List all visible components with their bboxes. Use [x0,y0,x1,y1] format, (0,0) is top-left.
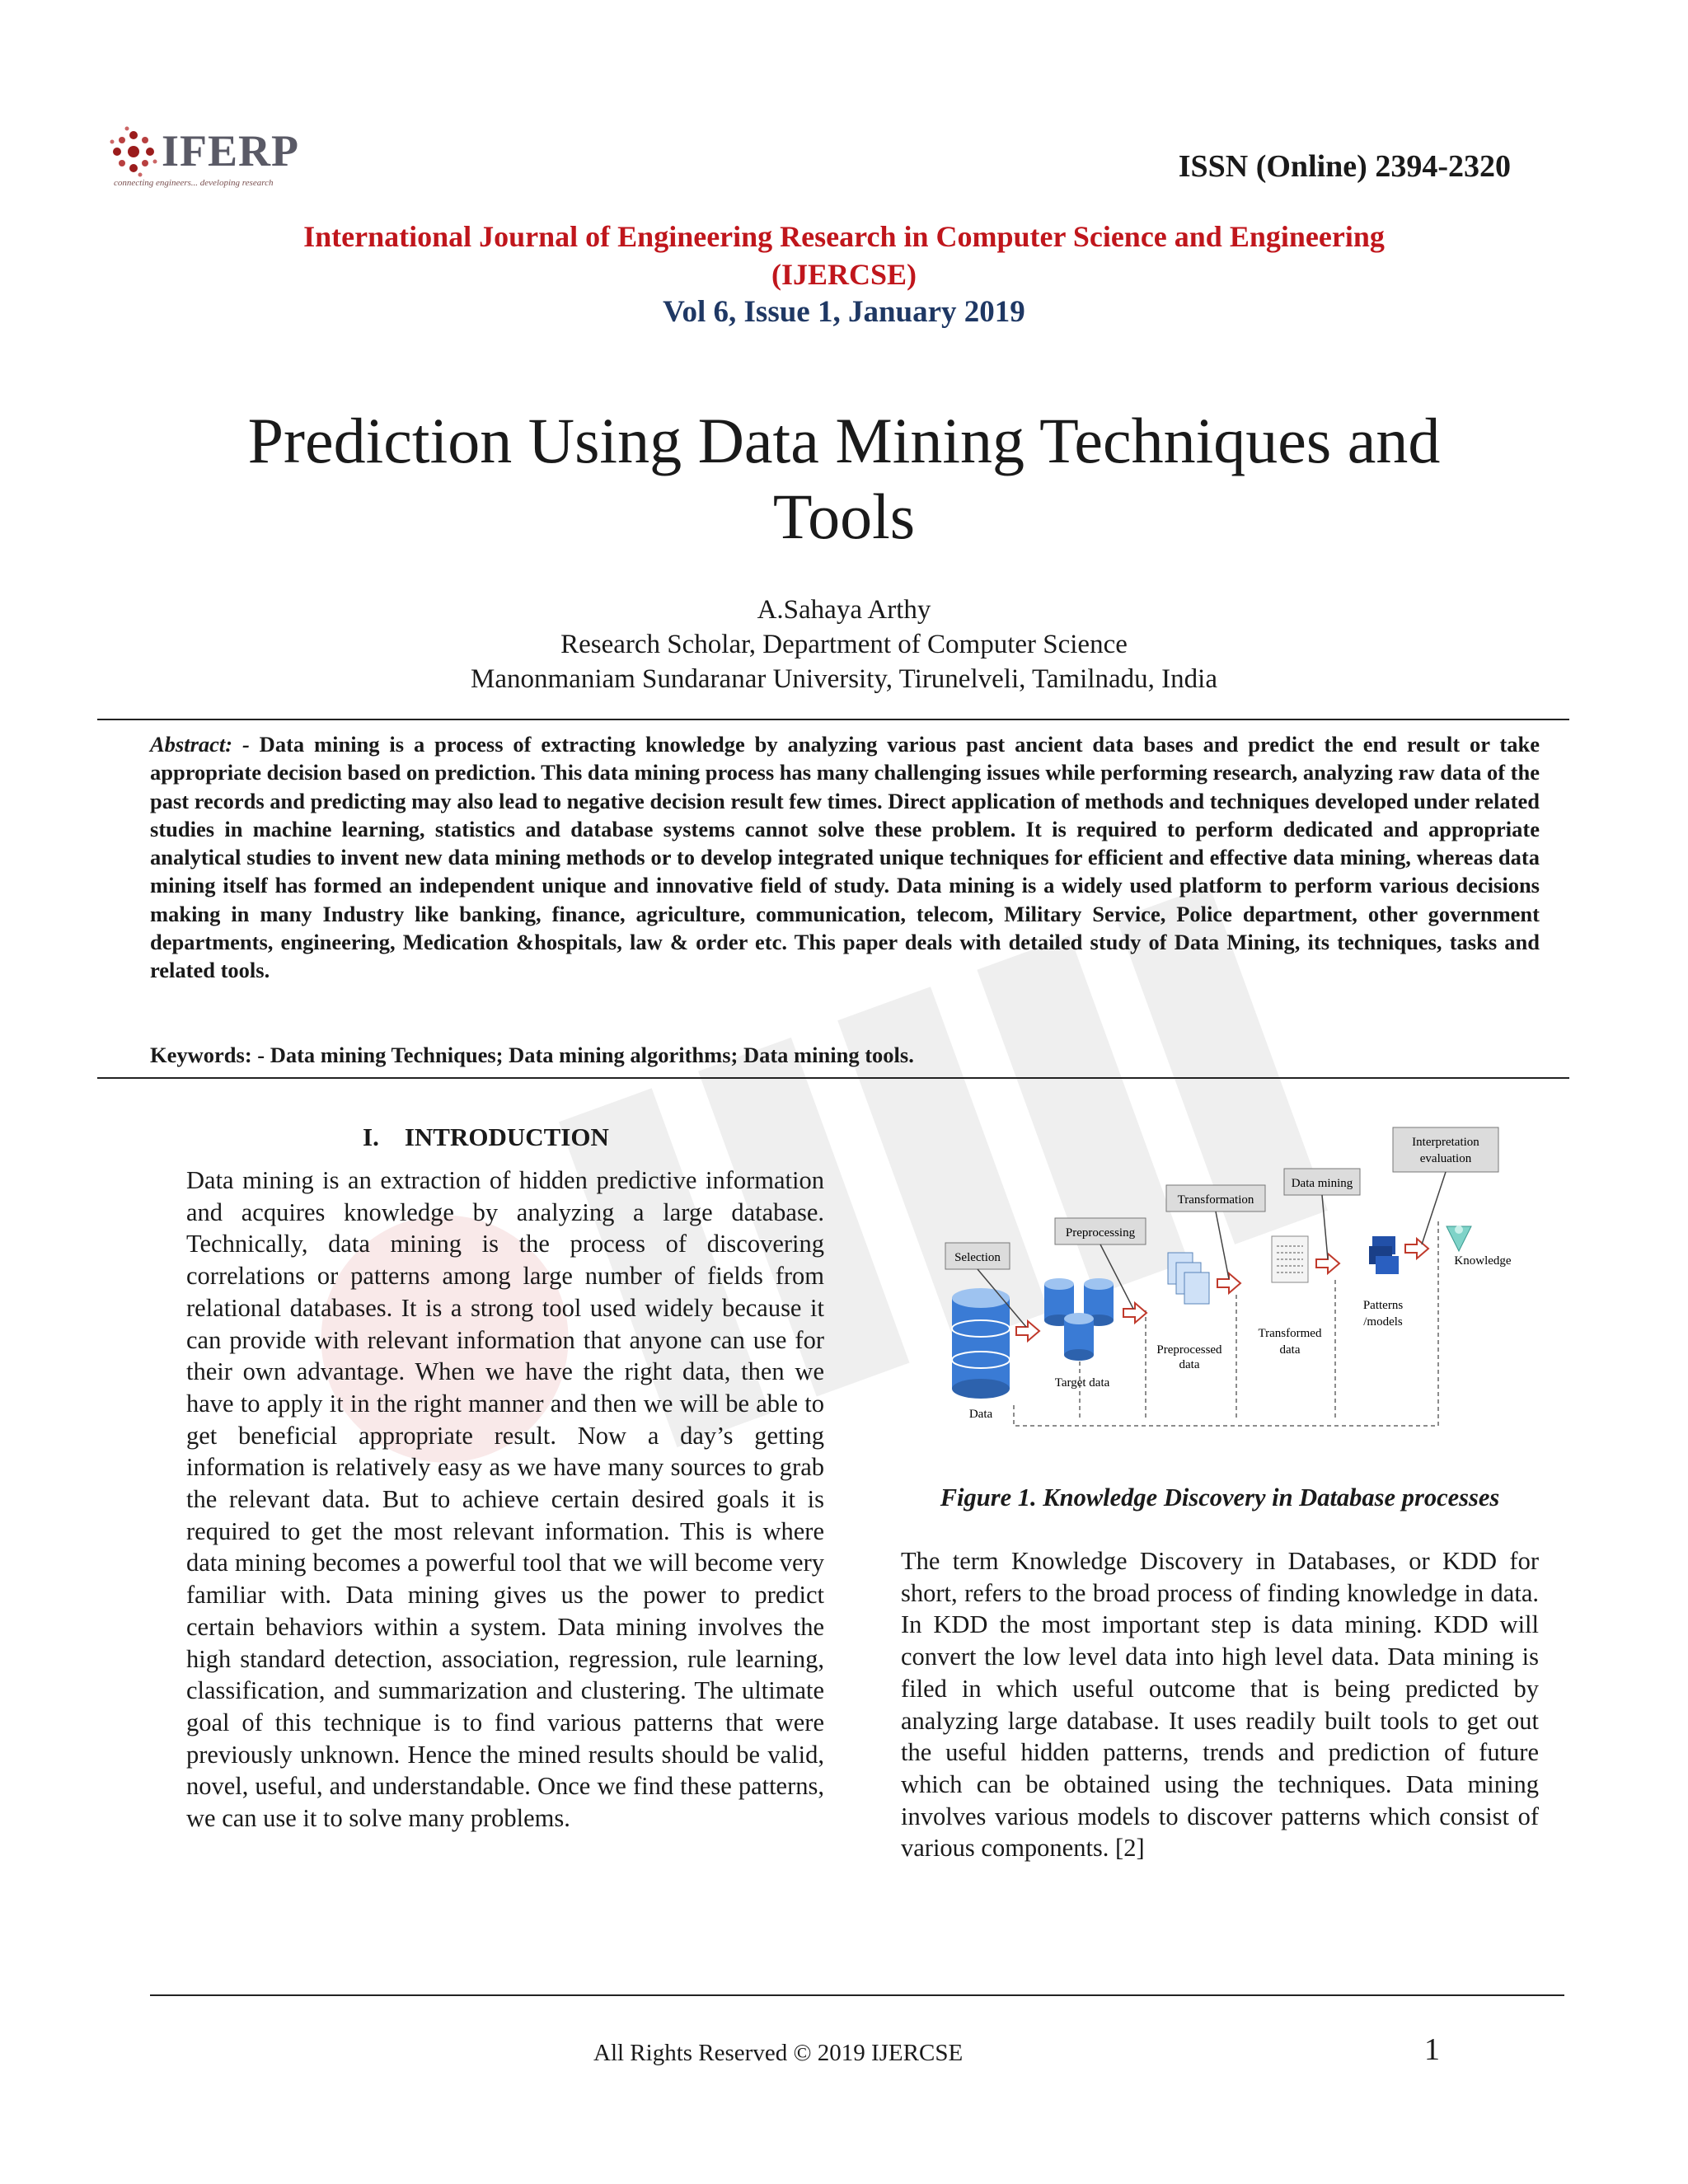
patterns-icon [1369,1236,1399,1274]
abstract-text: Data mining is a process of extracting knowledge by analyzing various past ancient data bases and predict the end result or take appropriate decision based on prediction. This data mining process has many challenging issues while performing research, analyzing raw data of the past records and predicting may also lead to negative decision result few times. Direct application of methods and techniques developed under related studies in machine learning, statistics and database systems cannot solve these problem. It is required to perform dedicated and appropriate analytical studies to invent new data mining methods or to develop integrated unique techniques for efficient and effective data mining, whereas data mining itself has formed an independent unique and innovative field of study. Data mining is a widely used platform to perform various decisions making in many Industry like banking, finance, agriculture, communication, telecom, Military Service, Police department, other government departments, engineering, Medication &hospitals, law & order etc. This paper deals with detailed study of Data Mining, its techniques, tasks and related tools. [150,732,1540,983]
abstract [150,730,1540,985]
preprocessed-label-1: Preprocessed [1156,1343,1222,1357]
transformed-label-1: Transformed [1258,1327,1322,1340]
paper-title-line1: Prediction Using Data Mining Techniques and [247,405,1441,476]
figure-caption: Figure 1. Knowledge Discovery in Database processes [940,1483,1500,1511]
evaluation-label: evaluation [1419,1152,1472,1165]
affiliation-department: Research Scholar, Department of Computer Science [560,630,1128,659]
preprocessing-label: Preprocessing [1065,1226,1136,1240]
transformation-label: Transformation [1177,1193,1254,1207]
selection-label: Selection [954,1251,1001,1264]
target-data-label: Target data [1054,1376,1110,1390]
transformed-data-icon [1272,1236,1308,1282]
logo-tagline: connecting engineers... developing research [114,178,274,188]
interpretation-label: Interpretation [1412,1136,1479,1149]
copyright-footer: All Rights Reserved © 2019 IJERCSE [593,2040,964,2066]
patterns-label-1: Patterns [1362,1299,1404,1312]
transformed-label-2: data [1279,1343,1301,1357]
logo-wordmark: IFERP [162,126,299,176]
issn-label: ISSN (Online) 2394-2320 [1178,149,1511,184]
iferp-logo [107,124,321,194]
affiliation-university: Manonmaniam Sundaranar University, Tirunelveli, Tamilnadu, India [471,664,1217,694]
preprocessed-label-2: data [1179,1358,1200,1371]
kdd-process-figure [927,1121,1512,1451]
volume-issue: Vol 6, Issue 1, January 2019 [663,295,1025,329]
abstract-top-rule [97,719,1569,720]
abstract-label: Abstract: - [150,732,250,757]
knowledge-label: Knowledge [1454,1254,1512,1268]
section-heading-introduction: I. INTRODUCTION [363,1122,609,1151]
journal-title: International Journal of Engineering Research in Computer Science and Engineering [303,220,1385,253]
introduction-paragraph: Data mining is an extraction of hidden predictive information and acquires knowledge by analyzing a large database. Technically, data mining is the process of discovering correlations or patterns among large number of fields from relational databases. It is a strong tool used widely because it can provide with relevant information that anyone can use for their own advantage. When we have the right data, then we have to apply it in the right manner and then we will be able to get beneficial appropriate result. Now a day’s getting information is relatively easy as we have many sources to grab the relevant data. But to achieve certain desired goals it is required to get the most relevant information. This is where data mining becomes a powerful tool that we will become very familiar with. Data mining gives us the power to predict certain behaviors within a system. Data mining involves the high standard detection, association, regression, rule learning, classification, and summarization and clustering. The ultimate goal of this technique is to find various patterns that were previously unknown. Hence the mined results should be valid, novel, useful, and understandable. Once we find these patterns, we can use it to solve many problems. [186,1166,824,1833]
data-label: Data [968,1408,993,1421]
preprocessed-docs-icon [1168,1253,1209,1304]
footer-rule [150,1994,1564,1996]
patterns-label-2: /models [1363,1315,1403,1329]
page-number: 1 [1424,2032,1440,2067]
knowledge-icon [1447,1226,1471,1251]
author-name: A.Sahaya Arthy [757,595,931,625]
journal-abbrev: (IJERCSE) [771,258,917,291]
kdd-paragraph: The term Knowledge Discovery in Databases, or KDD for short, refers to the broad process of finding knowledge in data. In KDD the most important step is data mining. KDD will convert the low level data into high level data. Data mining is filed in which useful outcome that is being predicted by analyzing large database. It uses readily built tools to get out the useful hidden patterns, trends and prediction of future which can be obtained using the techniques. Data mining involves various models to discover patterns which consist of various components. [2] [901,1547,1539,1863]
target-data-icon [1044,1278,1114,1361]
database-icon [952,1288,1010,1399]
keywords: Keywords: - Data mining Techniques; Data mining algorithms; Data mining tools. [150,1043,914,1067]
abstract-bottom-rule [97,1077,1569,1079]
paper-title-line2: Tools [772,480,916,552]
data-mining-label: Data mining [1291,1177,1353,1190]
logo-dots-icon [107,125,160,178]
